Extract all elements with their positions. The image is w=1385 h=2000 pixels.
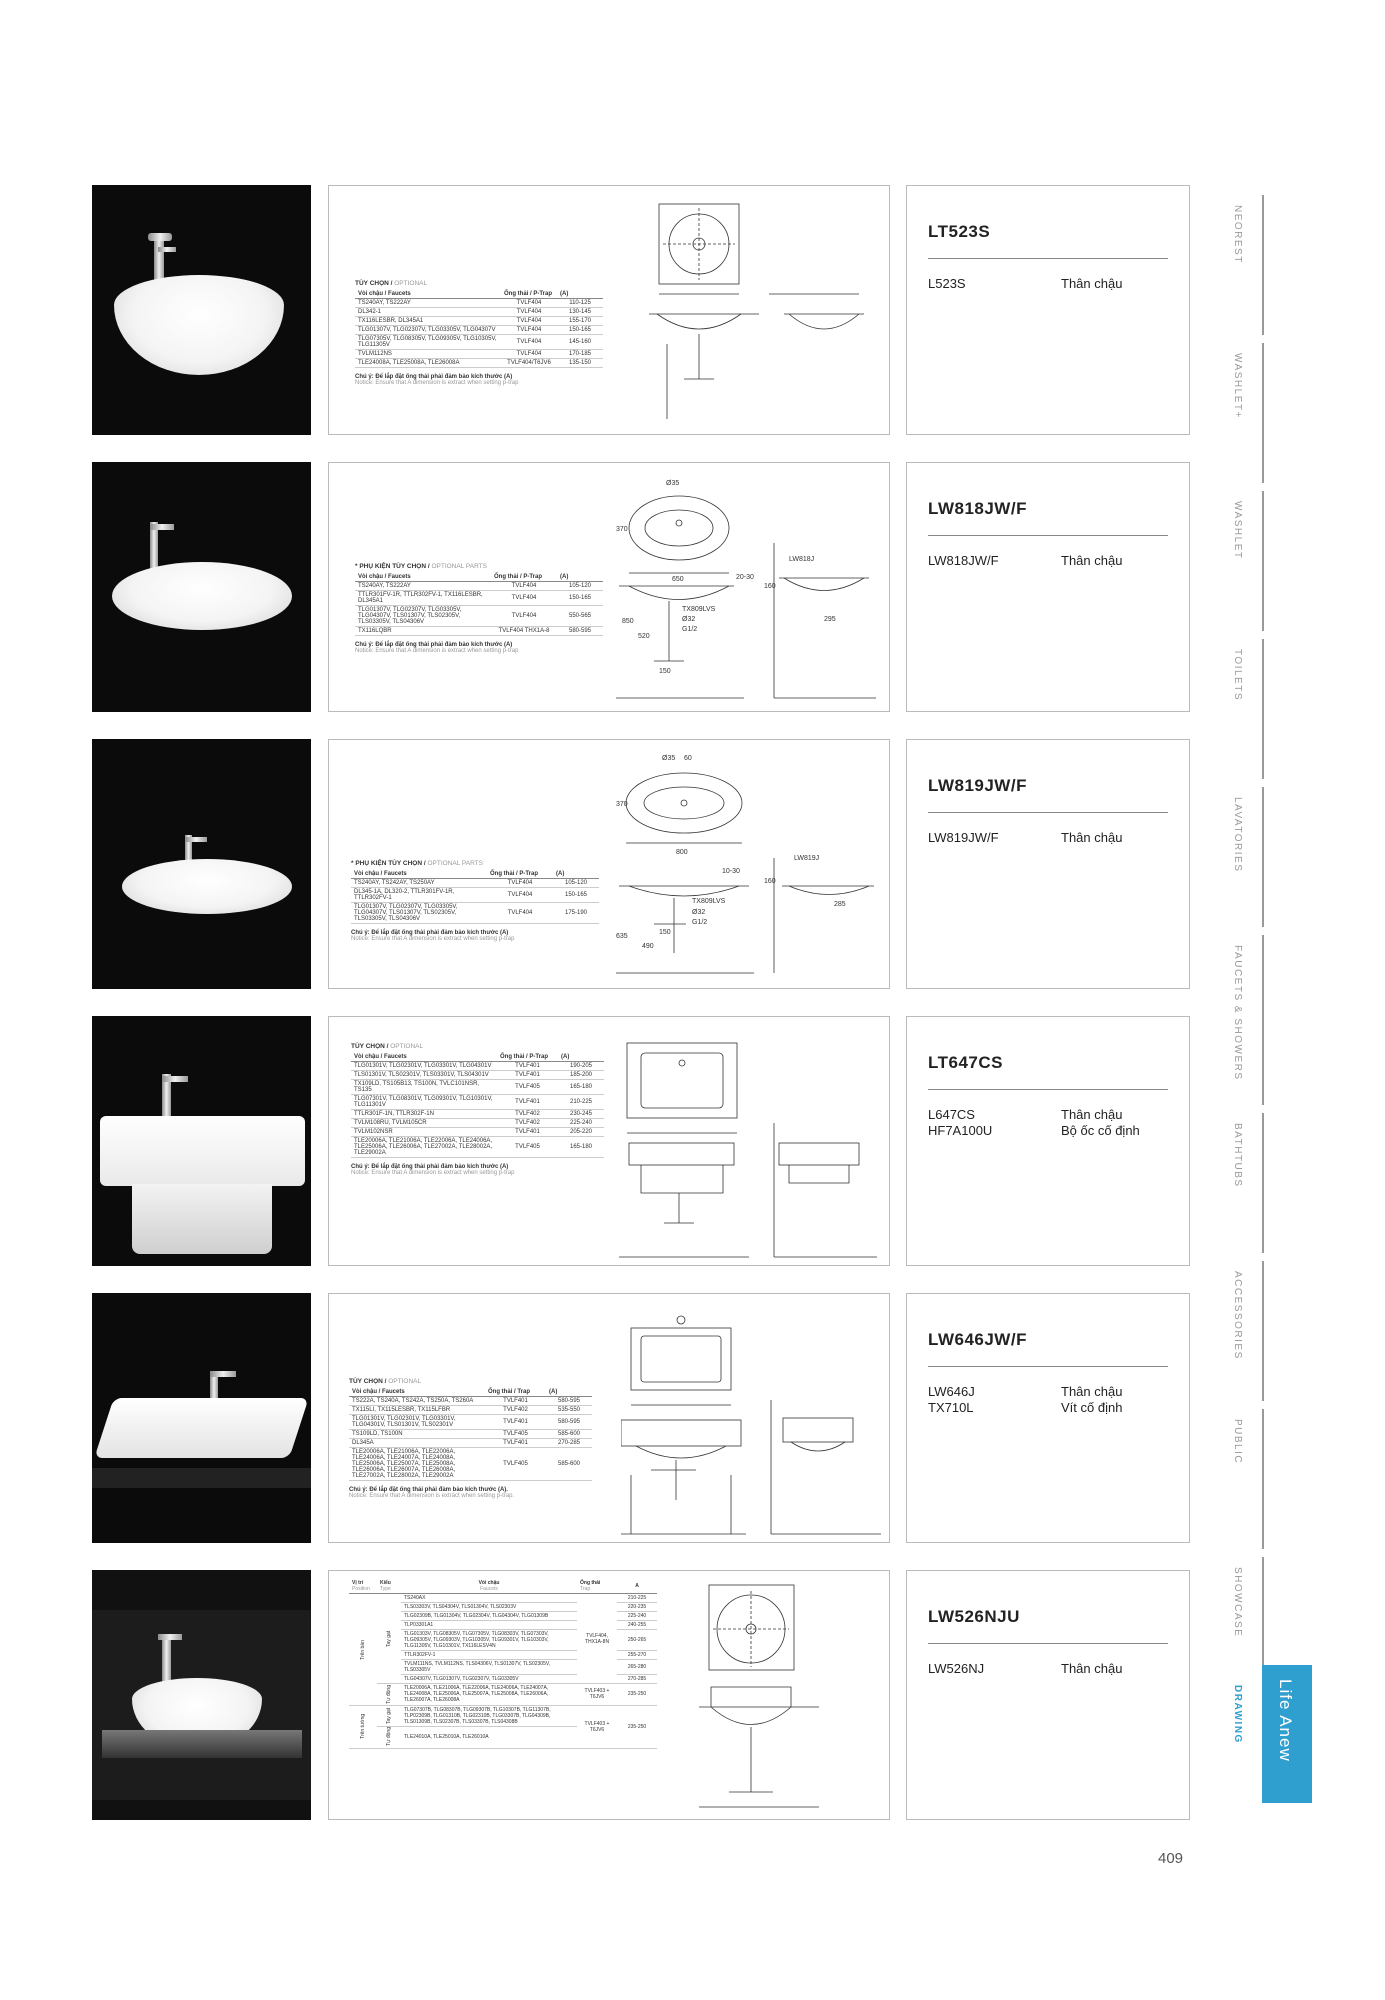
product-row-lt647cs (92, 1016, 1190, 1266)
product-photo (92, 1016, 311, 1266)
table-row: TVLM112NS TVLF404 170-185 (355, 350, 603, 359)
brand-tab[interactable]: Life Anew (1262, 1665, 1312, 1803)
page-number: 409 (1158, 1850, 1184, 1867)
svg-text:60: 60 (684, 755, 692, 762)
svg-text:850: 850 (622, 618, 634, 625)
table-row: TLG07305V, TLG08305V, TLG09305V, TLG10305V, TLG11305V TVLF404 145-160 (355, 335, 603, 350)
table-row: TLG07301V, TLG08301V, TLG09301V, TLG10301V, TLG11301V TVLF401 210-225 (351, 1095, 604, 1110)
svg-text:635: 635 (616, 933, 628, 940)
product-row-lw818jw (92, 462, 1190, 712)
table-row: TVLM102NSR TVLF401 205-220 (351, 1128, 604, 1137)
sidebar-item-toilets[interactable]: TOILETS (1220, 639, 1270, 779)
options-table: Vòi chậu / Faucets Ống thải / P-Trap (A) TS240AY, TS222AY TVLF404 105-120 TTLR301FV-1R, TTLR302FV-1, TX116LESBR, DL345A1 TVLF404 150-165 TLG01307V, TLG02307V, TLG03305V, TLG04307V, TLS01307V, TLS02305V, TLS03305V, TLS04306V TVLF404 550-565 TX116LQBR TVLF404 THX1A-8 580-595 (355, 573, 603, 636)
table-row: TLG02309B, TLG01304V, TLG02304V, TLG04304V, TLG01309B 225-240 (349, 1612, 657, 1621)
sidebar-item-public[interactable]: PUBLIC (1220, 1409, 1270, 1549)
table-row: TX116LESBR, DL345A1 TVLF404 155-170 (355, 317, 603, 326)
table-row: TVLM108RU, TVLM105CR TVLF402 225-240 (351, 1119, 604, 1128)
spec-panel (328, 462, 890, 712)
options-block: TÙY CHỌN / OPTIONAL Vòi chậu / Faucets Ống thải / P-Trap (A) TS240AY, TS222AY TVLF404 110-125 DL342-1 TVLF404 130-145 TX116LESBR, DL345A1 TVLF404 155-170 TLG01307V, TLG02307V, TLG03305V, TLG04307V TVLF404 150-165 TLG07305V, TLG08305V, TLG09305V, TLG10305V, TLG11305V TVLF404 145-160 TVLM112NS TVLF404 170-185 TLE24008A, TLE25008A, TLE26008A TVLF404/T6JV6 135-150 Chú ý: Để lắp đặt ống thải phải đảm bảo kích thước (A) Notice: Ensure that A dimension is extract when setting p-trap (355, 280, 603, 386)
table-row: TS222A, TS240A, TS242A, TS250A, TS260A TVLF401 580-595 (349, 1397, 592, 1406)
sidebar-item-neorest[interactable]: NEOREST (1220, 195, 1270, 335)
table-row: TTLR302FV-1 255-270 (349, 1651, 657, 1660)
svg-text:LW819J: LW819J (794, 855, 820, 862)
product-row-lw526nju (92, 1570, 1190, 1820)
parts-list: L647CS Thân chậu HF7A100U Bộ ốc cố định (928, 1107, 1140, 1138)
model-info-card (906, 1570, 1190, 1820)
table-row: Tự động TLE24010A, TLE25010A, TLE26010A (349, 1726, 657, 1748)
spec-panel (328, 1570, 890, 1820)
parts-list: LW526NJ Thân chậu (928, 1661, 1123, 1676)
svg-text:520: 520 (638, 633, 650, 640)
table-row: DL342-1 TVLF404 130-145 (355, 308, 603, 317)
svg-text:160: 160 (764, 583, 776, 590)
spec-panel (328, 1016, 890, 1266)
parts-list: LW646J Thân chậu TX710L Vít cố định (928, 1384, 1123, 1415)
svg-text:370: 370 (616, 801, 628, 808)
svg-text:150: 150 (659, 929, 671, 936)
dim-depth: 370 (616, 526, 628, 533)
svg-text:LW818J: LW818J (789, 556, 815, 563)
table-row: TTLR301FV-1R, TTLR302FV-1, TX116LESBR, DL345A1 TVLF404 150-165 (355, 591, 603, 606)
technical-drawing (614, 473, 879, 703)
table-row: Trên tường Tay gạt TLG07307B, TLG08307B, TLG09307B, TLG10307B, TLG11307B, TLP02309B, TLG01310B, TLG02310B, TLG03307B, TLG04309B, TLS01309B, TLS02307B, TLS03307B, TLS04308B TVLF403 + T6JV6 235-250 (349, 1705, 657, 1726)
sidebar-item-drawing[interactable]: DRAWING (1232, 1685, 1243, 1744)
technical-drawing (621, 1300, 883, 1536)
product-photo (92, 462, 311, 712)
svg-text:160: 160 (764, 878, 776, 885)
table-row: TS240AY, TS222AY TVLF404 105-120 (355, 582, 603, 591)
options-block: TÙY CHỌN / OPTIONAL Vòi chậu / Faucets Ống thải / Trap (A) TS222A, TS240A, TS242A, TS250A, TS260A TVLF401 580-595 TX115LI, TX115LESBR, TX115LFBR TVLF402 535-550 TLG01301V, TLG02301V, TLG03301V, TLG04301V, TLS01301V, TLS02301V TVLF401 580-595 TS109LD, TS100N TVLF405 585-600 DL345A TVLF401 270-285 TLE20006A, TLE21006A, TLE22006A, TLE24006A, TLE24007A, TLE24008A, TLE25006A, TLE25007A, TLE25008A, TLE26006A, TLE26007A, TLE26008A, TLE27002A, TLE28002A, TLE29002A TVLF405 585-600 Chú ý: Để lắp đặt ống thải phải đảm bảo kích thước (A). Notice: Ensure that A dimension is extract when setting p-trap. (349, 1378, 592, 1499)
table-row: DL345-1A, DL320-2, TTLR301FV-1R, TTLR302FV-1 TVLF404 150-165 (351, 888, 599, 903)
dim-width: 650 (672, 576, 684, 583)
svg-text:G1/2: G1/2 (682, 626, 698, 633)
svg-text:TX809LVS: TX809LVS (692, 898, 726, 905)
svg-text:800: 800 (676, 849, 688, 856)
product-photo (92, 1293, 311, 1543)
options-block: * PHỤ KIỆN TÙY CHỌN / OPTIONAL PARTS Vòi chậu / Faucets Ống thải / P-Trap (A) TS240AY, TS242AY, TS250AY TVLF404 105-120 DL345-1A, DL320-2, TTLR301FV-1R, TTLR302FV-1 TVLF404 150-165 TLG01307V, TLG02307V, TLG03305V, TLG04307V, TLS01307V, TLS02305V, TLS03305V, TLS04306V TVLF404 175-190 Chú ý: Để lắp đặt ống thải phải đảm bảo kích thước (A) Notice: Ensure that A dimension is extract when setting p-trap (351, 860, 599, 942)
table-row: TTLR301F-1N, TTLR302F-1N TVLF402 230-245 (351, 1110, 604, 1119)
options-table: Vòi chậu / Faucets Ống thải / P-Trap (A) TS240AY, TS222AY TVLF404 110-125 DL342-1 TVLF404 130-145 TX116LESBR, DL345A1 TVLF404 155-170 TLG01307V, TLG02307V, TLG03305V, TLG04307V TVLF404 150-165 TLG07305V, TLG08305V, TLG09305V, TLG10305V, TLG11305V TVLF404 145-160 TVLM112NS TVLF404 170-185 TLE24008A, TLE25008A, TLE26008A TVLF404/T6JV6 135-150 (355, 290, 603, 368)
svg-text:G1/2: G1/2 (692, 919, 708, 926)
options-table: Vòi chậu / Faucets Ống thải / P-Trap (A) TLG01301V, TLG02301V, TLG03301V, TLG04301V TVLF401 190-205 TLS01301V, TLS02301V, TLS03301V, TLS04301V TVLF401 185-200 TX109LD, TS105B13, TS100N, TVLC101NSR, TS135 TVLF405 165-180 TLG07301V, TLG08301V, TLG09301V, TLG10301V, TLG11301V TVLF401 210-225 TTLR301F-1N, TTLR302F-1N TVLF402 230-245 TVLM108RU, TVLM105CR TVLF402 225-240 TVLM102NSR TVLF401 205-220 TLE20006A, TLE21006A, TLE22006A, TLE24006A, TLE25006A, TLE26006A, TLE27002A, TLE28002A, TLE29002A TVLF405 165-180 (351, 1053, 604, 1158)
options-block: * PHỤ KIỆN TÙY CHỌN / OPTIONAL PARTS Vòi chậu / Faucets Ống thải / P-Trap (A) TS240AY, TS222AY TVLF404 105-120 TTLR301FV-1R, TTLR302FV-1, TX116LESBR, DL345A1 TVLF404 150-165 TLG01307V, TLG02307V, TLG03305V, TLG04307V, TLS01307V, TLS02305V, TLS03305V, TLS04306V TVLF404 550-565 TX116LQBR TVLF404 THX1A-8 580-595 Chú ý: Để lắp đặt ống thải phải đảm bảo kích thước (A) Notice: Ensure that A dimension is extract when setting p-trap (355, 563, 603, 654)
sidebar-item-faucets-showers[interactable]: FAUCETS & SHOWERS (1220, 935, 1270, 1105)
table-row: TLG01301V, TLG02301V, TLG03301V, TLG04301V TVLF401 190-205 (351, 1062, 604, 1071)
table-row: Tự động TLE20006A, TLE21006A, TLE22006A, TLE24006A, TLE24007A, TLE24008A, TLE25006A, TLE25007A, TLE25008A, TLE26006A, TLE26007A, TLE26008A TVLF403 + T6JV6 235-250 (349, 1684, 657, 1706)
table-row: TLG01303V, TLG08305V, TLG07305V, TLG08303V, TLG07303V, TLG09305V, TLG09303V, TLG10305V, TLG09301V, TLG10303V, TLG11305V, TLG10301V, TX116LESV4N 250-265 (349, 1630, 657, 1651)
table-row: TLG04307V, TLG01307V, TLG02307V, TLG03305V 270-285 (349, 1675, 657, 1684)
parts-list: LW819JW/F Thân chậu (928, 830, 1123, 845)
technical-drawing (649, 194, 879, 424)
sidebar-item-washlet-plus[interactable]: WASHLET+ (1220, 343, 1270, 483)
sidebar-item-lavatories[interactable]: LAVATORIES (1220, 787, 1270, 927)
table-row: TLG01307V, TLG02307V, TLG03305V, TLG04307V, TLS01307V, TLS02305V, TLS03305V, TLS04306V TVLF404 175-190 (351, 903, 599, 924)
spec-panel (328, 739, 890, 989)
table-row: TLE24008A, TLE25008A, TLE26008A TVLF404/T6JV6 135-150 (355, 359, 603, 368)
parts-list: LW818JW/F Thân chậu (928, 553, 1123, 568)
model-number: LT523S (928, 222, 991, 241)
table-row: TX115LI, TX115LESBR, TX115LFBR TVLF402 535-550 (349, 1406, 592, 1415)
options-table: Vị trí Position Kiểu Type Vòi chậu Faucets Ống thải Trap A Trên bàn Tay gạt TS240AX TVLF404, THX1A-8N 210-225 TLS03303V, TLS04304V, TLS01304V, TLS02303V 220-235 TLG02309B, TLG01304V, TLG02304V, TLG04304V, TLG01309B 225-240 TLP03301A1 240-255 TLG01303V, TLG08305V, TLG07305V, TLG08303V, TLG07303V, TLG09305V, TLG09303V, TLG10305V, TLG09301V, TLG10303V, TLG11305V, TLG10301V, TX116LESV4N 250-265 TTLR302FV-1 255-270 TVLM111NS, TVLM112NS, TLS04306V, TLS01307V, TLS02305V, TLS03305V 265-280 TLG04307V, TLG01307V, TLG02307V, TLG03305V 270-285 Tự động TLE20006A, TLE21006A, TLE22006A, TLE24006A, TLE24007A, TLE24008A, TLE25006A, TLE25007A, TLE25008A, TLE26006A, TLE26007A, TLE26008A TVLF403 + T6JV6 235-250 Trên tường Tay gạt TLG07307B, TLG08307B, TLG09307B, TLG10307B, TLG11307B, TLP02309B, TLG01310B, TLG02310B, TLG03307B, TLG04309B, TLS01309B, TLS02307B, TLS03307B, TLS04308B TVLF403 + T6JV6 235-250 Tự động TLE24010A, TLE25010A, TLE26010A (349, 1579, 657, 1749)
options-block (349, 1579, 657, 1749)
category-sidebar (1220, 195, 1270, 1745)
product-photo (92, 1570, 311, 1820)
table-row: TLG01307V, TLG02307V, TLG03305V, TLG04307V TVLF404 150-165 (355, 326, 603, 335)
table-row: TLS03303V, TLS04304V, TLS01304V, TLS02303V 220-235 (349, 1603, 657, 1612)
model-info-card (906, 739, 1190, 989)
table-row: TLG01301V, TLG02301V, TLG03301V, TLG04301V, TLS01301V, TLS02301V TVLF401 580-595 (349, 1415, 592, 1430)
model-info-card (906, 1293, 1190, 1543)
table-row: TLP03301A1 240-255 (349, 1621, 657, 1630)
table-row: TLS01301V, TLS02301V, TLS03301V, TLS04301V TVLF401 185-200 (351, 1071, 604, 1080)
technical-drawing (619, 1023, 879, 1259)
spec-panel (328, 1293, 890, 1543)
svg-text:Ø32: Ø32 (682, 616, 696, 623)
sidebar-item-bathtubs[interactable]: BATHTUBS (1220, 1113, 1270, 1253)
options-table: Vòi chậu / Faucets Ống thải / P-Trap (A) TS240AY, TS242AY, TS250AY TVLF404 105-120 DL345-1A, DL320-2, TTLR301FV-1R, TTLR302FV-1 TVLF404 150-165 TLG01307V, TLG02307V, TLG03305V, TLG04307V, TLS01307V, TLS02305V, TLS03305V, TLS04306V TVLF404 175-190 (351, 870, 599, 924)
svg-text:490: 490 (642, 943, 654, 950)
trap-label: TX809LVS (682, 606, 716, 613)
sidebar-item-showcase[interactable]: SHOWCASE (1220, 1557, 1270, 1667)
sidebar-item-washlet[interactable]: WASHLET (1220, 491, 1270, 631)
table-row: DL345A TVLF401 270-285 (349, 1439, 592, 1448)
svg-text:Ø32: Ø32 (692, 909, 706, 916)
product-row-lw819jw (92, 739, 1190, 989)
model-number: LW819JW/F (928, 776, 1027, 795)
svg-text:Ø35: Ø35 (662, 755, 676, 762)
svg-text:295: 295 (824, 616, 836, 623)
table-row: TX116LQBR TVLF404 THX1A-8 580-595 (355, 627, 603, 636)
product-photo (92, 739, 311, 989)
table-row: TVLM111NS, TVLM112NS, TLS04306V, TLS01307V, TLS02305V, TLS03305V 265-280 (349, 1660, 657, 1675)
model-number: LW526NJU (928, 1607, 1020, 1626)
table-row: TS240AY, TS222AY TVLF404 110-125 (355, 299, 603, 308)
model-number: LW646JW/F (928, 1330, 1027, 1349)
technical-drawing (699, 1577, 879, 1813)
model-info-card (906, 1016, 1190, 1266)
table-row: Trên bàn Tay gạt TS240AX TVLF404, THX1A-8N 210-225 (349, 1594, 657, 1603)
svg-text:285: 285 (834, 901, 846, 908)
product-row-lt523s (92, 185, 1190, 435)
spec-panel (328, 185, 890, 435)
table-row: TS109LD, TS100N TVLF405 585-600 (349, 1430, 592, 1439)
product-row-lw646jw (92, 1293, 1190, 1543)
table-row: TLE20006A, TLE21006A, TLE22006A, TLE24006A, TLE25006A, TLE26006A, TLE27002A, TLE28002A, TLE29002A TVLF405 165-180 (351, 1137, 604, 1158)
svg-text:150: 150 (659, 668, 671, 675)
table-row: TS240AY, TS242AY, TS250AY TVLF404 105-120 (351, 879, 599, 888)
model-info-card (906, 462, 1190, 712)
table-row: TLE20006A, TLE21006A, TLE22006A, TLE24006A, TLE24007A, TLE24008A, TLE25006A, TLE25007A, TLE25008A, TLE26006A, TLE26007A, TLE26008A, TLE27002A, TLE28002A, TLE29002A TVLF405 585-600 (349, 1448, 592, 1481)
model-number: LW818JW/F (928, 499, 1027, 518)
technical-drawing (614, 748, 879, 978)
svg-text:10-30: 10-30 (722, 868, 740, 875)
parts-list: L523S Thân chậu (928, 276, 1123, 291)
table-row: TLG01307V, TLG02307V, TLG03305V, TLG04307V, TLS01307V, TLS02305V, TLS03305V, TLS04306V TVLF404 550-565 (355, 606, 603, 627)
product-photo (92, 185, 311, 435)
table-row: TX109LD, TS105B13, TS100N, TVLC101NSR, TS135 TVLF405 165-180 (351, 1080, 604, 1095)
options-table: Vòi chậu / Faucets Ống thải / Trap (A) TS222A, TS240A, TS242A, TS250A, TS260A TVLF401 580-595 TX115LI, TX115LESBR, TX115LFBR TVLF402 535-550 TLG01301V, TLG02301V, TLG03301V, TLG04301V, TLS01301V, TLS02301V TVLF401 580-595 TS109LD, TS100N TVLF405 585-600 DL345A TVLF401 270-285 TLE20006A, TLE21006A, TLE22006A, TLE24006A, TLE24007A, TLE24008A, TLE25006A, TLE25007A, TLE25008A, TLE26006A, TLE26007A, TLE26008A, TLE27002A, TLE28002A, TLE29002A TVLF405 585-600 (349, 1388, 592, 1481)
sidebar-item-accessories[interactable]: ACCESSORIES (1220, 1261, 1270, 1401)
dim-hole: Ø35 (666, 480, 680, 487)
model-info-card (906, 185, 1190, 435)
model-number: LT647CS (928, 1053, 1003, 1072)
svg-text:20-30: 20-30 (736, 574, 754, 581)
options-block: TÙY CHỌN / OPTIONAL Vòi chậu / Faucets Ống thải / P-Trap (A) TLG01301V, TLG02301V, TLG03301V, TLG04301V TVLF401 190-205 TLS01301V, TLS02301V, TLS03301V, TLS04301V TVLF401 185-200 TX109LD, TS105B13, TS100N, TVLC101NSR, TS135 TVLF405 165-180 TLG07301V, TLG08301V, TLG09301V, TLG10301V, TLG11301V TVLF401 210-225 TTLR301F-1N, TTLR302F-1N TVLF402 230-245 TVLM108RU, TVLM105CR TVLF402 225-240 TVLM102NSR TVLF401 205-220 TLE20006A, TLE21006A, TLE22006A, TLE24006A, TLE25006A, TLE26006A, TLE27002A, TLE28002A, TLE29002A TVLF405 165-180 Chú ý: Để lắp đặt ống thải phải đảm bảo kích thước (A) Notice: Ensure that A dimension is extract when setting p-trap (351, 1043, 604, 1176)
